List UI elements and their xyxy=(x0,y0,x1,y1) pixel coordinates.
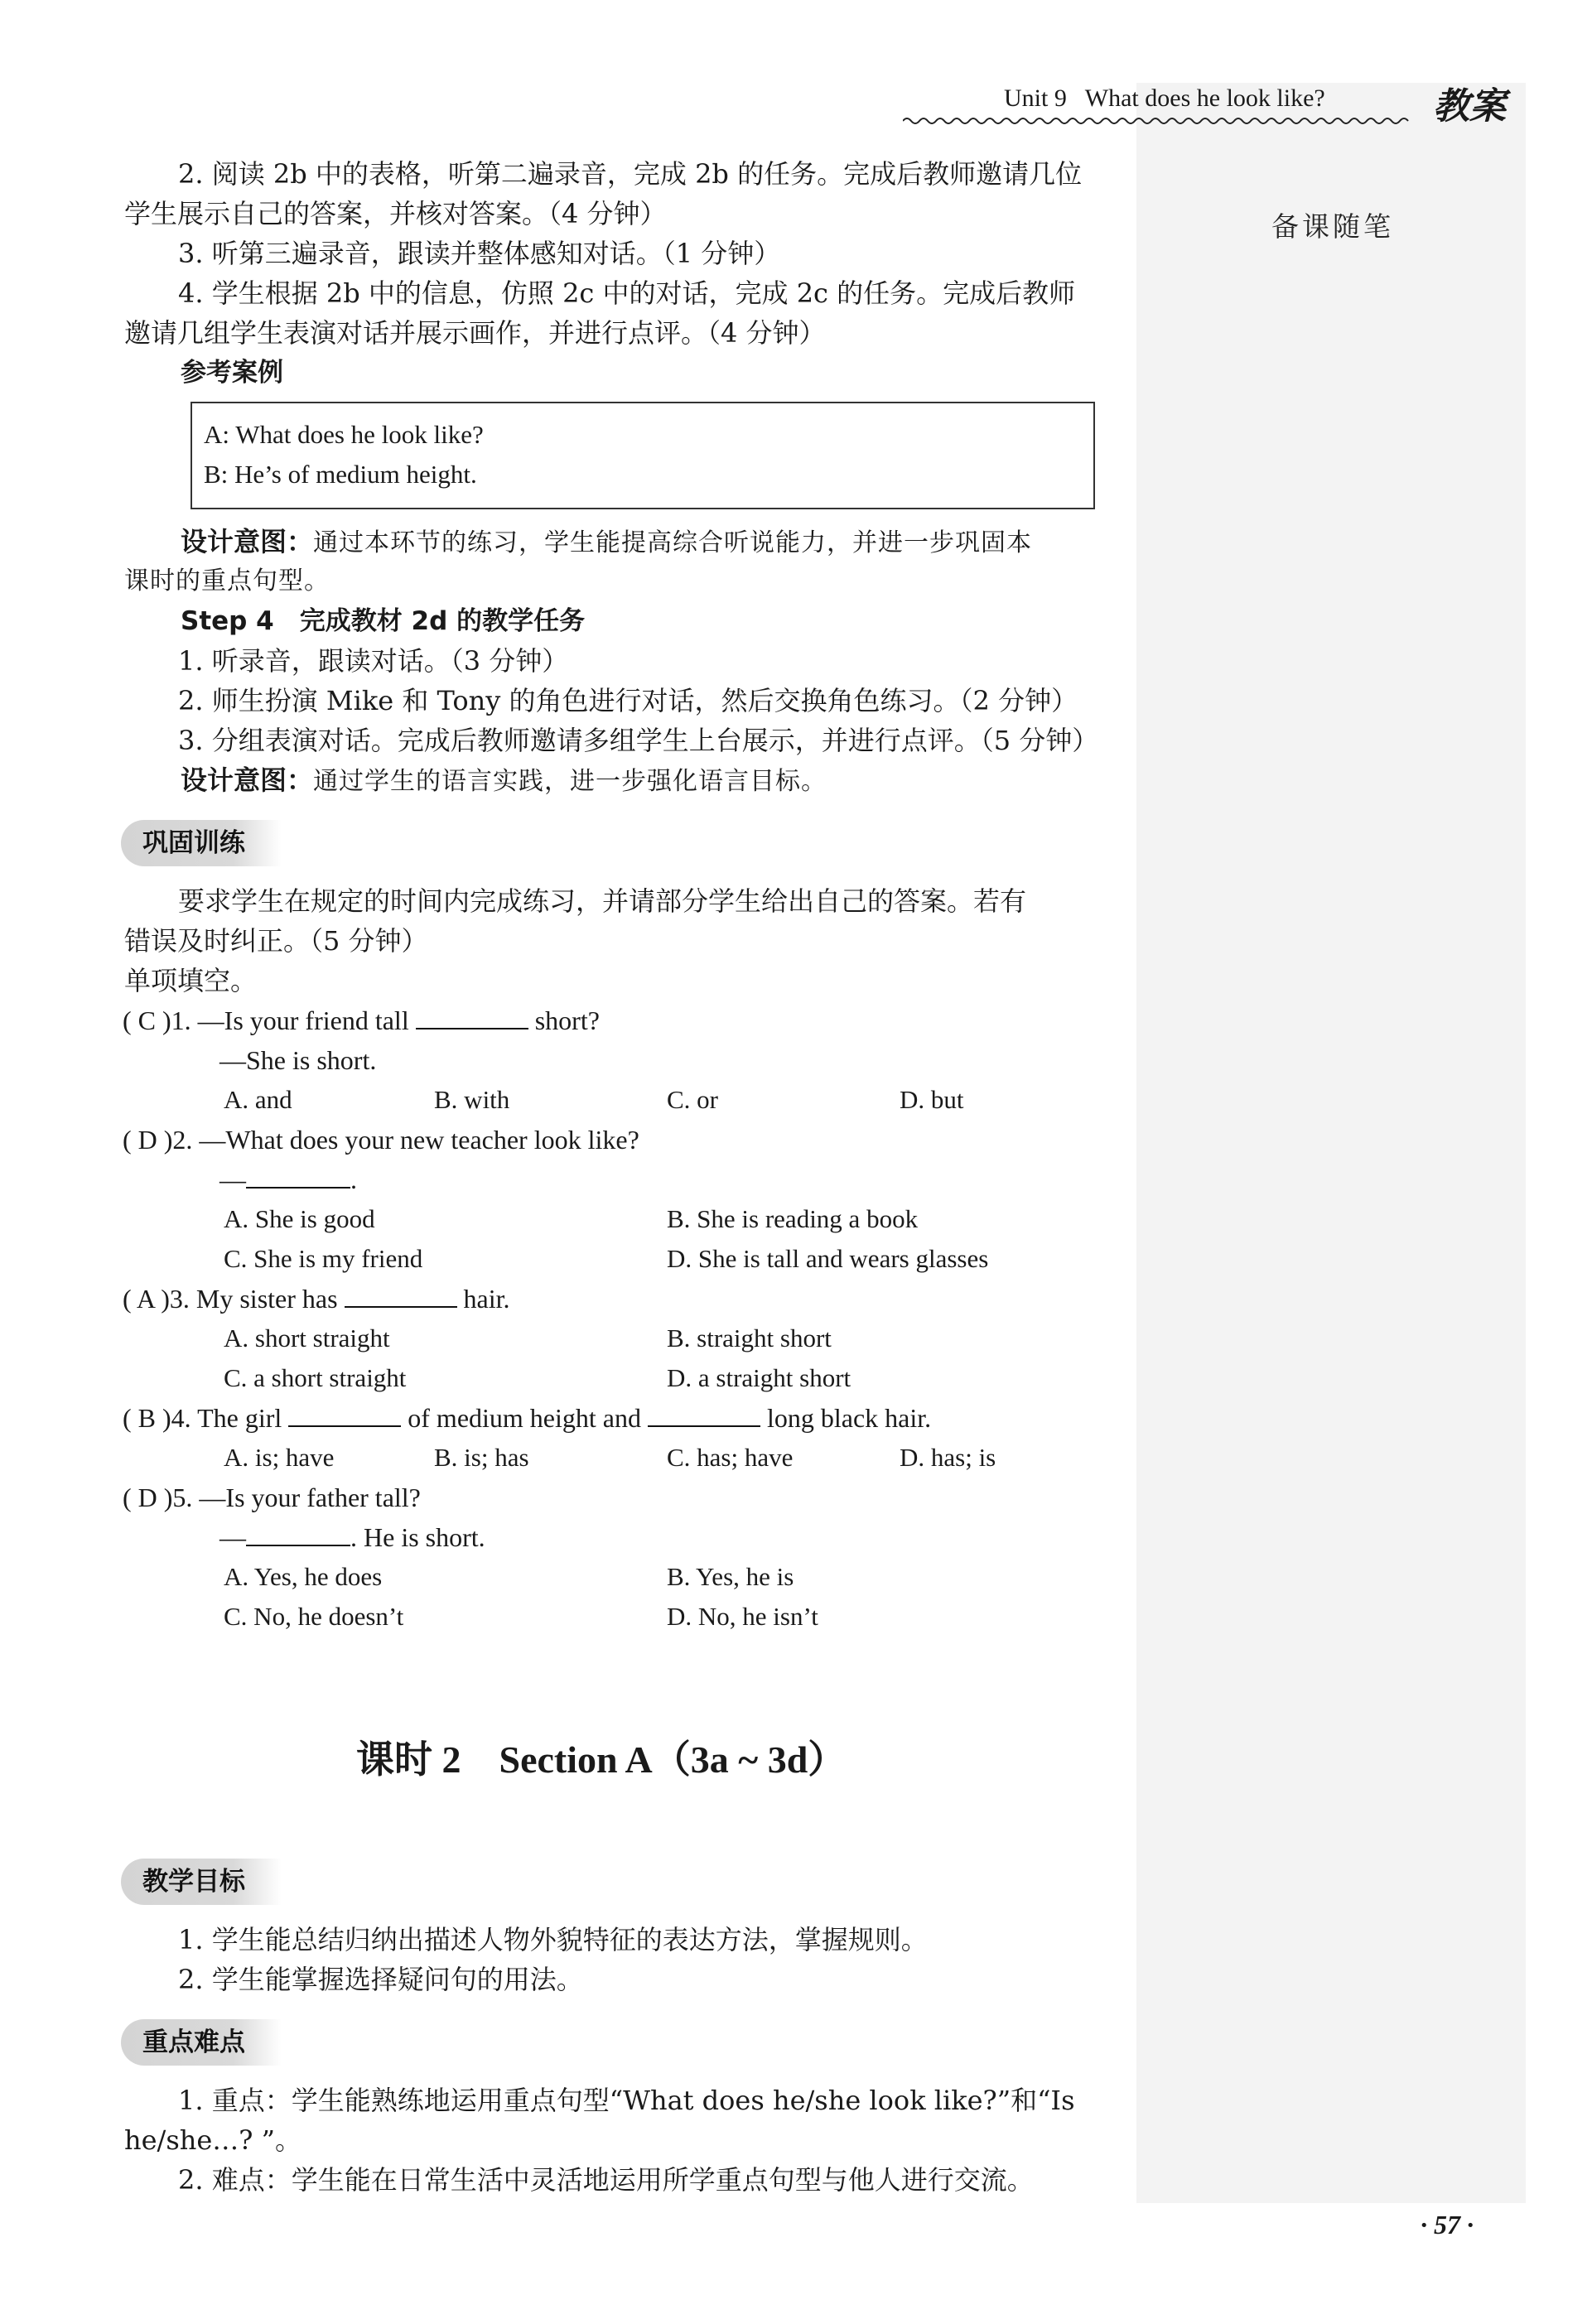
keypoint-item: 2. 难点：学生能在日常生活中灵活地运用所学重点句型与他人进行交流。 xyxy=(178,2164,1034,2196)
objectives-heading: 教学目标 xyxy=(121,1859,282,1905)
step-line: 邀请几组学生表演对话并展示画作，并进行点评。（4 分钟） xyxy=(124,317,826,349)
option: A. short straight xyxy=(224,1324,390,1352)
practice-intro: 错误及时纠正。（5 分钟） xyxy=(124,925,428,957)
answer-mark: ( D ) xyxy=(123,1125,173,1155)
example-line: A: What does he look like? xyxy=(204,420,484,449)
question-stem: 1. —Is your friend tall xyxy=(171,1005,409,1035)
section-title: 课时 2 Section A（3a ~ 3d） xyxy=(356,1738,847,1781)
question-2 xyxy=(123,1121,639,1158)
design-intent xyxy=(181,523,1032,562)
punctuation: . xyxy=(350,1164,357,1194)
option: D. She is tall and wears glasses xyxy=(667,1244,989,1273)
option: A. Yes, he does xyxy=(224,1562,383,1591)
objective-item: 1. 学生能总结归纳出描述人物外貌特征的表达方法，掌握规则。 xyxy=(178,1924,928,1955)
example-line: B: He’s of medium height. xyxy=(204,460,477,489)
practice-intro: 要求学生在规定的时间内完成练习，并请部分学生给出自己的答案。若有 xyxy=(178,885,1027,917)
page-number: · 57 · xyxy=(1421,2210,1474,2240)
question-5 xyxy=(123,1479,421,1516)
option: B. is; has xyxy=(434,1443,529,1472)
answer-mark: ( C ) xyxy=(123,1005,171,1035)
unit-title: Unit 9 What does he look like? xyxy=(1004,84,1325,112)
question-stem: short? xyxy=(534,1005,600,1035)
keypoint-item: 1. 重点：学生能熟练地运用重点句型“What does he/she look like?”和“Is xyxy=(178,2085,1075,2116)
page-header xyxy=(994,81,1508,131)
example-box xyxy=(191,402,1095,509)
option: B. with xyxy=(434,1085,510,1114)
keypoints-heading: 重点难点 xyxy=(121,2019,282,2066)
option: A. She is good xyxy=(224,1204,375,1233)
option: C. has; have xyxy=(667,1443,794,1472)
question-stem: of medium height and xyxy=(408,1403,641,1433)
option: B. Yes, he is xyxy=(667,1562,794,1591)
step-line: 学生展示自己的答案，并核对答案。（4 分钟） xyxy=(124,198,667,229)
option: B. straight short xyxy=(667,1324,832,1352)
answer-mark: ( B ) xyxy=(123,1403,171,1433)
option: C. She is my friend xyxy=(224,1244,423,1273)
question-stem: hair. xyxy=(463,1284,510,1314)
option: A. and xyxy=(224,1085,292,1114)
answer-mark: ( A ) xyxy=(123,1284,170,1314)
practice-heading: 巩固训练 xyxy=(121,820,282,866)
question-line: —She is short. xyxy=(220,1045,377,1075)
answer-blank xyxy=(648,1401,760,1427)
answer-blank xyxy=(246,1162,350,1189)
notes-label: 备课随笔 xyxy=(1271,210,1394,243)
question-stem: . He is short. xyxy=(350,1522,485,1552)
dash: — xyxy=(220,1164,246,1194)
question-stem: 2. —What does your new teacher look like? xyxy=(172,1125,639,1155)
question-3 xyxy=(123,1280,510,1317)
option: C. a short straight xyxy=(224,1363,407,1392)
answer-blank xyxy=(288,1401,401,1427)
option: C. or xyxy=(667,1085,718,1114)
design-intent-label: 设计意图： xyxy=(181,526,314,557)
question-stem: 3. My sister has xyxy=(169,1284,338,1314)
design-intent-label: 设计意图： xyxy=(181,764,314,796)
question-line xyxy=(220,1519,485,1555)
question-line xyxy=(220,1161,357,1198)
design-intent-text: 课时的重点句型。 xyxy=(124,567,330,595)
question-stem: 4. The girl xyxy=(171,1403,282,1433)
option: C. No, he doesn’t xyxy=(224,1602,404,1631)
option: D. a straight short xyxy=(667,1363,851,1392)
objective-item: 2. 学生能掌握选择疑问句的用法。 xyxy=(178,1964,583,1995)
question-4 xyxy=(123,1400,931,1436)
practice-subheading: 单项填空。 xyxy=(124,965,258,996)
step-line: 2. 阅读 2b 中的表格，听第二遍录音，完成 2b 的任务。完成后教师邀请几位 xyxy=(178,158,1083,190)
notes-margin xyxy=(1136,83,1526,2203)
question-stem: 5. —Is your father tall? xyxy=(172,1483,421,1512)
answer-mark: ( D ) xyxy=(123,1483,173,1512)
option: B. She is reading a book xyxy=(667,1204,919,1233)
design-intent-text: 通过学生的语言实践，进一步强化语言目标。 xyxy=(313,767,827,796)
wave-divider xyxy=(903,116,1412,126)
step4-item: 1. 听录音，跟读对话。（3 分钟） xyxy=(178,645,569,677)
option: D. has; is xyxy=(900,1443,996,1472)
step4-item: 2. 师生扮演 Mike 和 Tony 的角色进行对话，然后交换角色练习。（2 分钟） xyxy=(178,685,1078,716)
answer-blank xyxy=(345,1281,457,1308)
step-line: 3. 听第三遍录音，跟读并整体感知对话。（1 分钟） xyxy=(178,238,781,269)
dash: — xyxy=(220,1522,246,1552)
reference-label: 参考案例 xyxy=(181,358,283,388)
keypoint-item: he/she…? ”。 xyxy=(124,2124,302,2156)
question-stem: long black hair. xyxy=(766,1403,932,1433)
brand-label: 教案 xyxy=(1433,85,1506,128)
design-intent xyxy=(181,762,827,800)
step4-title: Step 4 完成教材 2d 的教学任务 xyxy=(181,606,586,636)
option: D. but xyxy=(900,1085,964,1114)
answer-blank xyxy=(246,1520,350,1546)
step-line: 4. 学生根据 2b 中的信息，仿照 2c 中的对话，完成 2c 的任务。完成后教师 xyxy=(178,277,1076,309)
design-intent-text: 通过本环节的练习，学生能提高综合听说能力，并进一步巩固本 xyxy=(313,528,1033,557)
option: A. is; have xyxy=(224,1443,335,1472)
step4-item: 3. 分组表演对话。完成后教师邀请多组学生上台展示，并进行点评。（5 分钟） xyxy=(178,725,1099,756)
answer-blank xyxy=(416,1003,528,1029)
option: D. No, he isn’t xyxy=(667,1602,818,1631)
question-1 xyxy=(123,1002,600,1039)
